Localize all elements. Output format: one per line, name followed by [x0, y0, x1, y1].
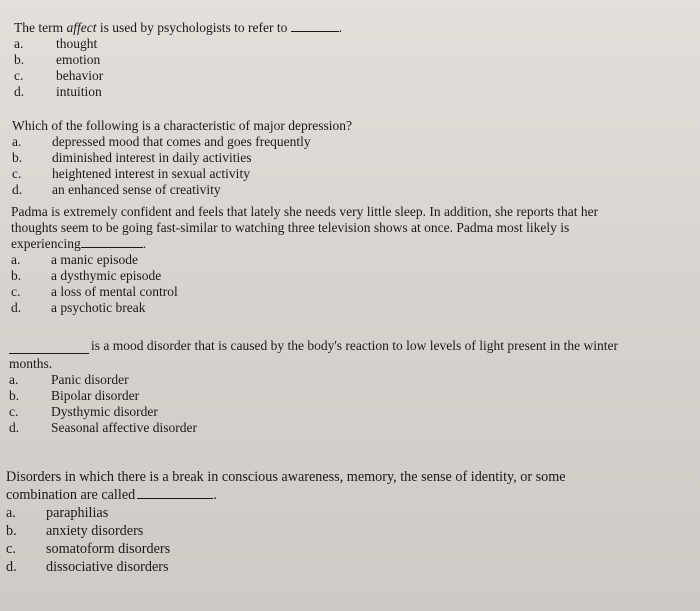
question-3 [11, 204, 700, 316]
option-c: c. heightened interest in sexual activity [12, 166, 250, 181]
question-2 [12, 118, 700, 198]
question-4 [9, 338, 700, 436]
option-c: c. a loss of mental control [11, 284, 178, 299]
question-1 [14, 20, 700, 100]
option-a: a. paraphilias [6, 505, 109, 521]
question-1-stem: The term affect is used by psychologists to refer to . [14, 20, 343, 35]
option-b: b. emotion [14, 52, 101, 67]
option-b: b. anxiety disorders [6, 523, 144, 539]
answer-blank [137, 488, 213, 499]
question-1-options [14, 36, 700, 100]
option-d: d. a psychotic break [11, 300, 146, 315]
option-b: b. Bipolar disorder [9, 388, 140, 403]
question-5-options [6, 504, 700, 576]
option-a: a. Panic disorder [9, 372, 129, 387]
option-d: d. dissociative disorders [6, 559, 169, 575]
question-3-stem: Padma is extremely confident and feels that lately she needs very little sleep. In addition, she reports that her thoughts seem to be going fast-similar to watching three television shows at once. Padma most likely is experiencing . [11, 204, 599, 251]
option-c: c. Dysthymic disorder [9, 404, 158, 419]
question-5 [6, 468, 700, 576]
question-4-stem: is a mood disorder that is caused by the body's reaction to low levels of light present in the winter months. [9, 338, 618, 371]
option-a: a. depressed mood that comes and goes frequently [12, 134, 311, 149]
option-a: a. a manic episode [11, 252, 138, 267]
answer-blank [9, 343, 89, 354]
option-c: c. behavior [14, 68, 104, 83]
answer-blank [81, 237, 143, 248]
question-5-stem: Disorders in which there is a break in conscious awareness, memory, the sense of identity, or some combination are called . [6, 469, 566, 503]
option-d: d. an enhanced sense of creativity [12, 182, 221, 197]
option-b: b. a dysthymic episode [11, 268, 162, 283]
option-c: c. somatoform disorders [6, 541, 171, 557]
option-b: b. diminished interest in daily activities [12, 150, 252, 165]
emphasized-term: affect [66, 20, 97, 35]
option-d: d. Seasonal affective disorder [9, 420, 197, 435]
option-a: a. thought [14, 36, 98, 51]
question-2-options [12, 134, 700, 198]
question-3-options [11, 252, 700, 316]
question-2-stem: Which of the following is a characteristic of major depression? [12, 118, 353, 133]
question-4-options [9, 372, 700, 436]
option-d: d. intuition [14, 84, 102, 99]
answer-blank [291, 21, 339, 32]
